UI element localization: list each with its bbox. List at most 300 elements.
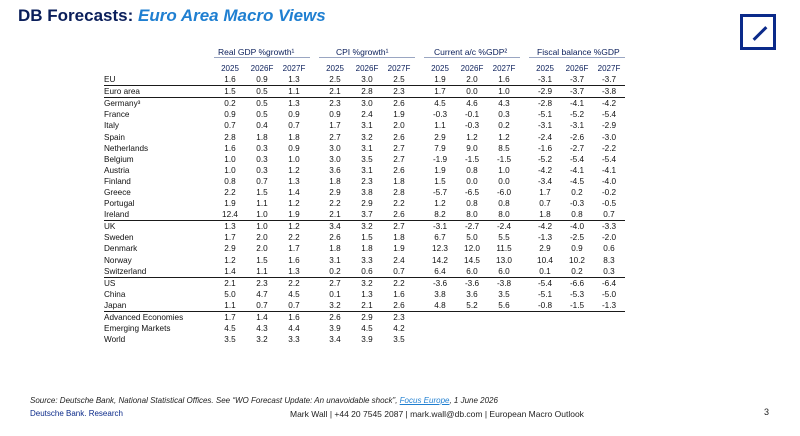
table-row [104,120,625,131]
value-cell [529,311,561,323]
value-cell: -4.5 [569,176,585,186]
table-row [104,154,625,165]
value-cell: 1.8 [256,132,268,142]
year-header: 2026F [355,64,379,73]
value-cell: 0.5 [246,86,278,98]
value-cell: 2.3 [361,176,373,186]
year-header: 2025 [221,64,239,73]
value-cell: 2.3 [246,277,278,289]
value-cell: 2.3 [383,311,415,323]
value-cell: -3.8 [593,86,625,98]
table-row [104,311,625,323]
value-cell [561,323,593,334]
table-row [104,232,625,243]
table-row [104,243,625,254]
table-row [104,187,625,198]
value-cell: 0.3 [256,165,268,175]
value-cell: 3.2 [329,300,341,310]
value-cell: -5.1 [537,110,553,120]
value-cell: -4.0 [601,176,617,186]
value-cell [424,323,456,334]
value-cell: 0.0 [498,176,510,186]
value-cell: 2.6 [393,165,405,175]
value-cell: 4.5 [224,324,236,334]
value-cell: 1.9 [224,199,236,209]
value-cell: 2.1 [319,86,351,98]
value-cell: -3.3 [593,221,625,233]
value-cell: 0.6 [361,266,373,276]
value-cell: -2.4 [537,132,553,142]
value-cell: -0.1 [464,110,480,120]
value-cell: -4.1 [561,98,593,110]
value-cell: 8.3 [603,255,615,265]
value-cell [593,334,625,345]
value-cell: 0.7 [256,176,268,186]
value-cell: 0.3 [256,154,268,164]
value-cell: 1.1 [224,300,236,310]
value-cell [561,334,593,345]
value-cell: 1.6 [498,75,510,85]
value-cell: 3.9 [361,335,373,345]
table-row [104,334,625,345]
value-cell: 3.1 [361,143,373,153]
value-cell: 2.6 [393,210,405,220]
value-cell: 1.4 [224,266,236,276]
value-cell: 1.1 [278,86,310,98]
value-cell: -2.7 [569,143,585,153]
value-cell: 0.2 [214,98,246,110]
value-cell: 12.3 [432,244,448,254]
value-cell: 0.9 [224,110,236,120]
value-cell: 2.9 [361,199,373,209]
value-cell: -0.5 [601,199,617,209]
table-row [104,323,625,334]
value-cell: 6.0 [498,266,510,276]
value-cell: 3.2 [351,277,383,289]
value-cell: 8.5 [498,143,510,153]
country-label: Finland [104,176,131,186]
footer-contact: Mark Wall | +44 20 7545 2087 | mark.wall@db.com | European Macro Outlook [290,409,584,419]
value-cell: 2.5 [329,75,341,85]
value-cell: 1.5 [434,176,446,186]
value-cell [456,311,488,323]
value-cell: 3.0 [351,98,383,110]
value-cell: 0.7 [256,300,268,310]
group-header-gdp: Real GDP %growth¹ [218,47,295,57]
value-cell: 1.7 [329,121,341,131]
value-cell [424,334,456,345]
value-cell: 1.7 [539,187,551,197]
value-cell: 5.0 [224,289,236,299]
value-cell: 1.9 [434,75,446,85]
value-cell: 12.4 [222,210,238,220]
value-cell: 1.7 [214,311,246,323]
value-cell: 1.2 [278,221,310,233]
value-cell: 1.4 [288,187,300,197]
value-cell: 0.9 [288,110,300,120]
table-row [104,266,625,278]
value-cell [593,311,625,323]
value-cell: 4.5 [424,98,456,110]
value-cell: 0.8 [571,210,583,220]
country-label: Switzerland [104,266,147,276]
value-cell: 1.2 [434,199,446,209]
value-cell: 4.4 [288,324,300,334]
country-label: Norway [104,255,132,265]
country-label: Belgium [104,154,134,164]
value-cell: -1.3 [537,233,553,243]
value-cell: 0.4 [256,121,268,131]
country-label: UK [104,221,214,233]
year-header: 2025 [536,64,554,73]
value-cell: 2.7 [393,143,405,153]
value-cell [488,311,520,323]
value-cell: -1.5 [569,300,585,310]
value-cell: -5.3 [569,289,585,299]
value-cell: -5.4 [601,154,617,164]
value-cell: -3.7 [601,75,617,85]
year-header: 2027F [387,64,411,73]
country-label: Italy [104,121,120,131]
value-cell: 3.5 [361,154,373,164]
value-cell: -3.7 [569,75,585,85]
value-cell: -1.5 [496,154,512,164]
value-cell: 2.3 [319,98,351,110]
country-label: Japan [104,300,127,310]
value-cell: -1.9 [432,154,448,164]
value-cell: -2.2 [601,143,617,153]
value-cell: 0.2 [498,121,510,131]
value-cell: -3.1 [537,121,553,131]
value-cell: 8.2 [434,210,446,220]
value-cell: -5.2 [537,154,553,164]
value-cell: -5.1 [537,289,553,299]
country-label: Spain [104,132,125,142]
year-header: 2027F [282,64,306,73]
title-prefix: DB Forecasts: [18,6,134,25]
country-label: Austria [104,165,130,175]
country-label: Advanced Economies [104,311,214,323]
value-cell: 0.9 [288,143,300,153]
table-row [104,209,625,221]
value-cell: 0.6 [603,244,615,254]
value-cell: 8.0 [498,210,510,220]
table-row [104,74,625,86]
value-cell: 3.8 [434,289,446,299]
value-cell: 2.0 [256,244,268,254]
page-title [18,6,326,26]
value-cell: 3.8 [361,187,373,197]
value-cell: -4.2 [593,98,625,110]
value-cell [488,334,520,345]
value-cell: 0.5 [246,98,278,110]
value-cell: 1.0 [224,154,236,164]
value-cell: -1.5 [464,154,480,164]
value-cell: 1.0 [488,86,520,98]
value-cell: -6.0 [496,187,512,197]
value-cell: 1.8 [539,210,551,220]
value-cell: 1.1 [256,266,268,276]
value-cell: 3.0 [329,154,341,164]
value-cell: -3.0 [601,132,617,142]
value-cell: 2.7 [329,132,341,142]
value-cell [456,323,488,334]
value-cell [529,334,561,345]
value-cell: 1.6 [278,311,310,323]
table-row [104,98,625,110]
value-cell [424,311,456,323]
group-header-fiscal-balance: Fiscal balance %GDP [537,47,620,57]
value-cell: 2.4 [361,110,373,120]
value-cell: 4.6 [456,98,488,110]
value-cell: 5.0 [466,233,478,243]
table-row [104,277,625,289]
value-cell: 0.8 [466,199,478,209]
value-cell: 1.5 [214,86,246,98]
value-cell: 1.9 [393,110,405,120]
value-cell: 0.8 [224,176,236,186]
value-cell: -4.0 [561,221,593,233]
value-cell: 1.6 [288,255,300,265]
value-cell: -0.2 [601,187,617,197]
value-cell: 4.5 [288,289,300,299]
year-header: 2025 [326,64,344,73]
country-label: Denmark [104,244,138,254]
value-cell: 1.8 [393,176,405,186]
value-cell: 2.6 [319,311,351,323]
value-cell: 2.8 [393,187,405,197]
year-header: 2027F [492,64,516,73]
value-cell: 0.7 [393,266,405,276]
value-cell: 2.9 [434,132,446,142]
value-cell: 0.1 [329,289,341,299]
value-cell: 2.1 [361,300,373,310]
value-cell: 1.6 [224,143,236,153]
value-cell: 1.0 [498,165,510,175]
value-cell: 3.0 [329,143,341,153]
value-cell: 14.2 [432,255,448,265]
value-cell: -2.0 [601,233,617,243]
source-note: Source: Deutsche Bank, National Statistical Offices. See “WO Forecast Update: An unavoidable shock”, Focus Europe, 1 June 2026 [30,396,498,405]
value-cell: 2.8 [351,86,383,98]
table-row [104,176,625,187]
value-cell: 8.0 [466,210,478,220]
value-cell: 2.7 [319,277,351,289]
value-cell: 0.7 [603,210,615,220]
value-cell: 3.9 [329,324,341,334]
year-header: 2026F [565,64,589,73]
value-cell: 2.0 [466,75,478,85]
value-cell: 1.5 [361,233,373,243]
value-cell: 1.2 [224,255,236,265]
value-cell: -2.8 [529,98,561,110]
value-cell: 1.1 [256,199,268,209]
value-cell: -3.1 [569,121,585,131]
value-cell: 2.9 [351,311,383,323]
country-label: World [104,335,126,345]
value-cell: 2.7 [393,154,405,164]
value-cell: 1.3 [288,266,300,276]
value-cell: 2.8 [224,132,236,142]
value-cell: 3.3 [361,255,373,265]
value-cell: 1.8 [329,176,341,186]
value-cell: 1.7 [424,86,456,98]
value-cell: 3.6 [466,289,478,299]
value-cell: 10.4 [537,255,553,265]
value-cell: 11.5 [496,244,512,254]
year-header: 2026F [250,64,274,73]
value-cell: 3.4 [329,335,341,345]
value-cell: 0.9 [329,110,341,120]
value-cell: 3.5 [224,335,236,345]
value-cell: -1.3 [601,300,617,310]
value-cell: 2.4 [393,255,405,265]
value-cell: 2.2 [278,277,310,289]
value-cell: 2.6 [383,98,415,110]
value-cell: 3.4 [319,221,351,233]
value-cell: 2.6 [329,233,341,243]
value-cell: 0.8 [466,165,478,175]
value-cell: -4.2 [537,165,553,175]
value-cell: -5.4 [529,277,561,289]
country-label: Sweden [104,233,134,243]
value-cell: 1.1 [434,121,446,131]
value-cell: 1.2 [466,132,478,142]
country-label: Portugal [104,199,135,209]
value-cell [456,334,488,345]
value-cell: 2.1 [214,277,246,289]
value-cell: -3.7 [561,86,593,98]
value-cell [488,323,520,334]
value-cell: 0.7 [288,300,300,310]
value-cell: 2.6 [393,132,405,142]
value-cell: 1.5 [256,255,268,265]
value-cell: -3.4 [537,176,553,186]
value-cell: 1.6 [224,75,236,85]
country-label: US [104,277,214,289]
value-cell: 1.7 [224,233,236,243]
group-header-current-account: Current a/c %GDP² [434,47,508,57]
value-cell: -2.7 [456,221,488,233]
value-cell: 1.0 [256,210,268,220]
table-row [104,86,625,98]
value-cell: 2.6 [393,300,405,310]
value-cell: -3.6 [456,277,488,289]
country-label: Germany³ [104,98,214,110]
value-cell: 2.2 [383,277,415,289]
value-cell: 0.1 [539,266,551,276]
table-row [104,109,625,120]
page-number: 3 [764,407,770,417]
value-cell: 0.7 [224,121,236,131]
value-cell: -3.8 [488,277,520,289]
value-cell: 0.9 [571,244,583,254]
value-cell: 1.0 [246,221,278,233]
value-cell: 3.2 [361,132,373,142]
value-cell: 2.2 [288,233,300,243]
table-row [104,289,625,300]
value-cell: 7.9 [434,143,446,153]
value-cell: 0.3 [498,110,510,120]
value-cell: 1.0 [288,154,300,164]
value-cell: 6.7 [434,233,446,243]
value-cell: 1.3 [278,98,310,110]
value-cell: 13.0 [496,255,512,265]
value-cell: 2.0 [256,233,268,243]
table-row [104,143,625,154]
value-cell: 1.8 [288,132,300,142]
value-cell: 5.5 [498,233,510,243]
value-cell: 0.7 [539,199,551,209]
value-cell: 3.6 [329,165,341,175]
value-cell: 5.6 [498,300,510,310]
value-cell: 1.2 [498,132,510,142]
country-label: Greece [104,187,131,197]
value-cell: 2.5 [393,75,405,85]
value-cell: 1.2 [288,165,300,175]
value-cell: 0.3 [603,266,615,276]
value-cell: -0.8 [537,300,553,310]
value-cell: 3.2 [351,221,383,233]
value-cell: 4.7 [256,289,268,299]
value-cell: -2.4 [488,221,520,233]
value-cell: 1.8 [329,244,341,254]
value-cell: -5.7 [432,187,448,197]
value-cell: 0.0 [456,86,488,98]
title-highlight: Euro Area Macro Views [138,6,326,25]
value-cell: -3.1 [424,221,456,233]
value-cell: 5.2 [466,300,478,310]
table-row [104,255,625,266]
value-cell [561,311,593,323]
value-cell: 2.0 [393,121,405,131]
value-cell: 3.5 [498,289,510,299]
table-row [104,198,625,209]
country-label: China [104,289,126,299]
value-cell: 2.9 [224,244,236,254]
year-header: 2026F [460,64,484,73]
value-cell: -4.2 [529,221,561,233]
value-cell: -4.1 [569,165,585,175]
value-cell [529,323,561,334]
value-cell: 0.2 [329,266,341,276]
year-header: 2027F [597,64,621,73]
value-cell: 1.7 [288,244,300,254]
country-label: Emerging Markets [104,324,171,334]
value-cell: 1.5 [256,187,268,197]
value-cell: 9.0 [466,143,478,153]
value-cell: -6.6 [561,277,593,289]
value-cell: -2.9 [601,121,617,131]
value-cell: 1.3 [214,221,246,233]
value-cell: 1.3 [361,289,373,299]
value-cell: 4.5 [361,324,373,334]
value-cell: -6.4 [593,277,625,289]
value-cell: -4.1 [601,165,617,175]
focus-europe-link[interactable]: Focus Europe [399,396,450,405]
value-cell: -0.3 [432,110,448,120]
country-label: Euro area [104,86,214,98]
country-label: Ireland [104,210,130,220]
forecast-table [104,74,625,345]
value-cell: 3.5 [393,335,405,345]
value-cell: 1.8 [393,233,405,243]
value-cell: 0.3 [256,143,268,153]
deutsche-bank-logo-icon [740,14,776,50]
value-cell: 3.2 [256,335,268,345]
year-header: 2025 [431,64,449,73]
value-cell: -3.6 [424,277,456,289]
